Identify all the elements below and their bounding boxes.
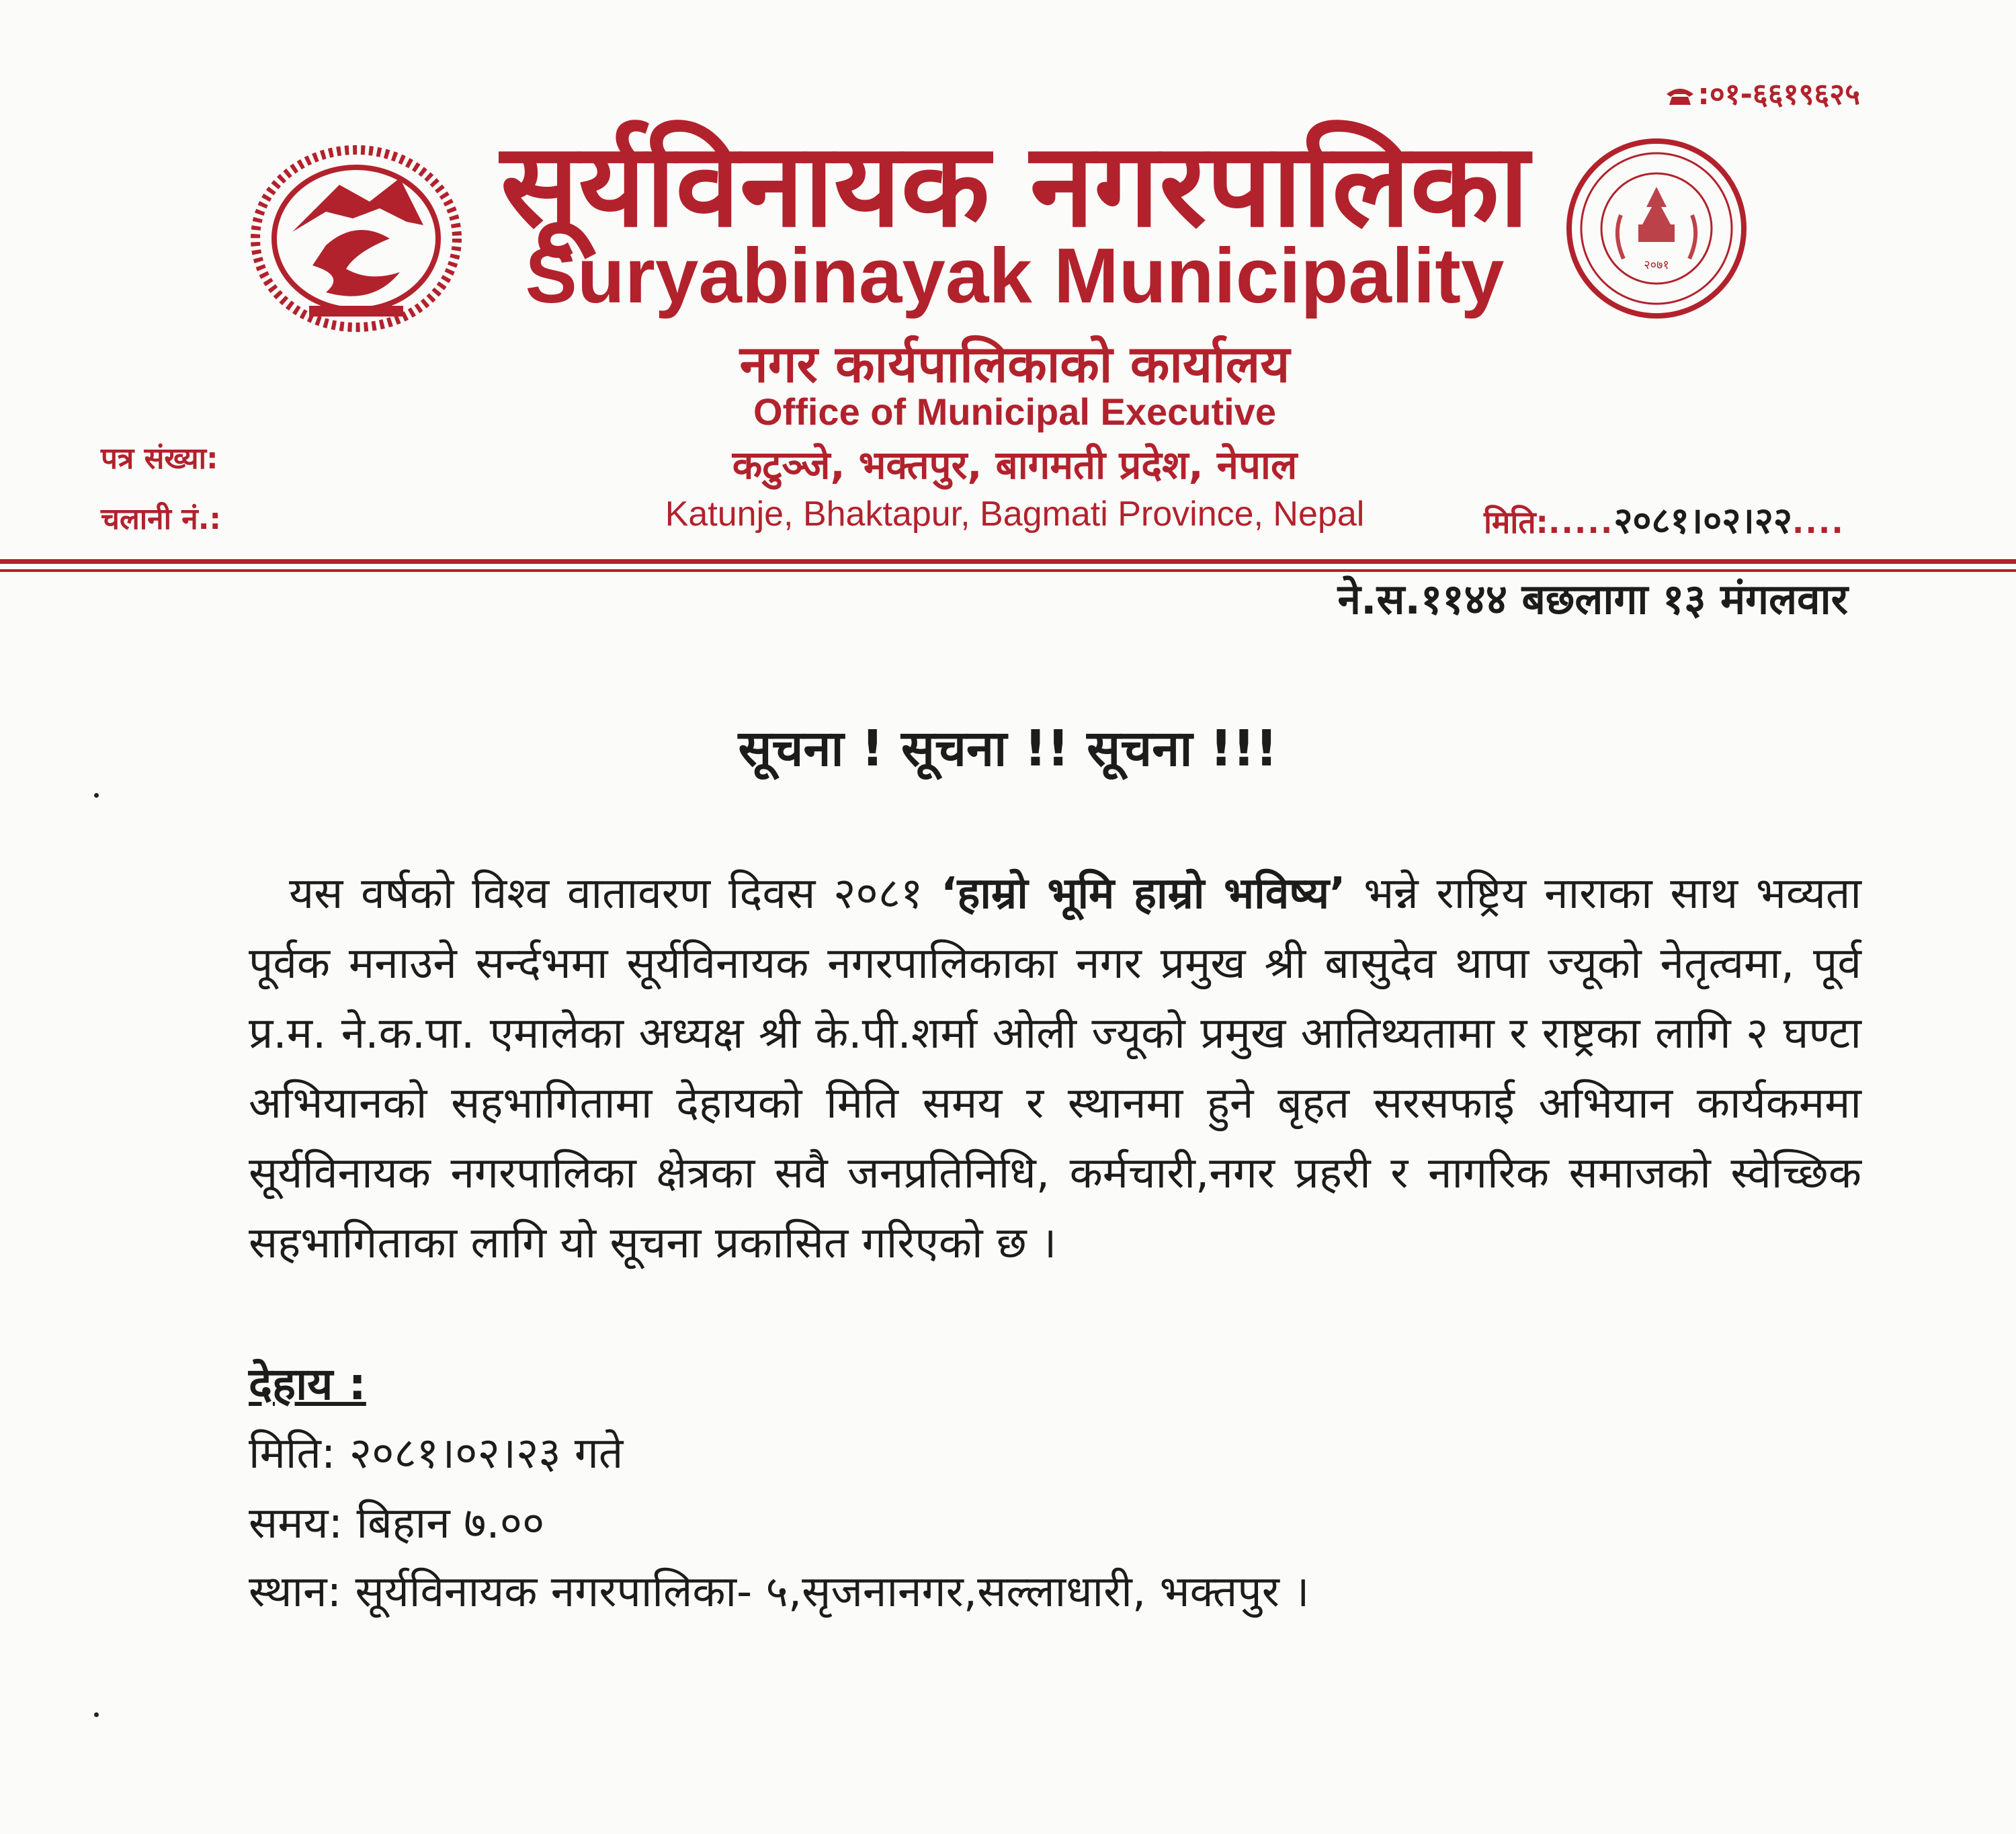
nepal-samvat-date: ने.स.११४४ बछलागा १३ मंगलवार: [1337, 575, 1848, 624]
office-name-english: Office of Municipal Executive: [753, 390, 1276, 433]
nepal-emblem-logo: [245, 138, 467, 339]
event-date: मिति: २०८१।०२।२३ गते: [249, 1429, 624, 1478]
letter-number-label: पत्र संख्या:: [101, 442, 218, 476]
address-english: Katunje, Bhaktapur, Bagmati Province, Nepal: [665, 495, 1365, 534]
notice-slogan: ‘हाम्रो भूमि हाम्रो भविष्य’: [941, 869, 1346, 919]
phone-number: [1665, 73, 1860, 113]
scan-speck: [94, 1712, 99, 1717]
municipality-seal-logo: [1559, 134, 1754, 323]
scan-speck: [94, 793, 99, 798]
date-value: २०८१।०२।२२: [1613, 499, 1792, 542]
telephone-icon: [1665, 86, 1695, 106]
event-place: स्थान: सूर्यविनायक नगरपालिका- ५,सृजनानगर,सल्लाधारी, भक्तपुर ।: [249, 1567, 1310, 1617]
notice-body: [249, 859, 1861, 1278]
office-name-nepali: नगर कार्यपालिकाको कार्यालय: [739, 334, 1290, 394]
municipality-title-english: Suryabinayak Municipality: [525, 232, 1505, 319]
date-label: मिति:: [1484, 504, 1548, 540]
details-heading: देहाय :: [249, 1358, 366, 1410]
notice-heading: सूचना ! सूचना !! सूचना !!!: [738, 720, 1278, 778]
seal-year: २०७१: [1644, 258, 1669, 272]
municipality-title-nepali: सूर्यविनायक नगरपालिका: [500, 118, 1529, 253]
event-time: समय: बिहान ७.००: [249, 1499, 545, 1548]
dispatch-number-label: चलानी नं.:: [101, 502, 222, 536]
letter-date: मिति:.....२०८१।०२।२२....: [1484, 499, 1845, 542]
notice-body-part-2: भन्ने राष्ट्रिय नाराका साथ भव्यता पूर्वक मनाउने सर्न्दभमा सूर्यविनायक नगरपालिकाका नगर प्रमुख श्री बासुदेव थापा ज्यूको नेतृत्वमा, पूर्व प्र.म. ने.क.पा. एमालेका अध्यक्ष श्री के.पी.शर्मा ओली ज्यूको प्रमुख आतिथ्यतामा र राष्ट्रका लागि २ घण्टा अभियानको सहभागितामा देहायको मिति समय र स्थानमा हुने बृहत सरसफाई अभियान कार्यकममा सूर्यविनायक नगरपालिका क्षेत्रका सवै जनप्रतिनिधि, कर्मचारी,नगर प्रहरी र नागरिक समाजको स्वेच्छिक सहभागिताका लागि यो सूचना प्रकासित गरिएको छ ।: [249, 869, 1861, 1268]
header-divider: [0, 559, 2016, 564]
notice-body-part-1: यस वर्षको विश्व वातावरण दिवस २०८१: [289, 869, 941, 919]
phone-text: :०१-६६१९६२५: [1697, 77, 1860, 112]
address-nepali: कटुञ्जे, भक्तपुर, बागमती प्रदेश, नेपाल: [732, 442, 1298, 488]
